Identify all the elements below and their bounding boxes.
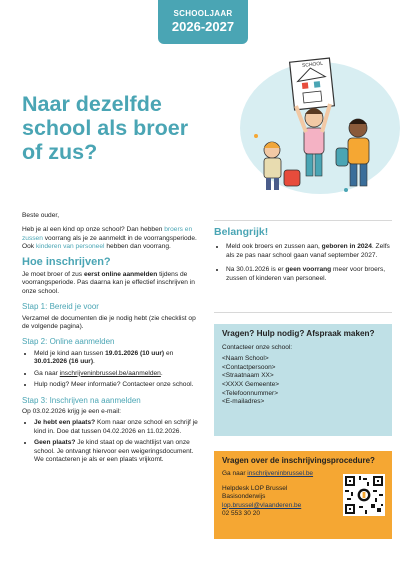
list-bold: geboren in 2024 [321, 243, 372, 251]
sign-text: SCHOOL [301, 60, 324, 69]
lop-goto-text: Ga naar [222, 470, 248, 478]
list-item [34, 439, 202, 464]
lop-org-sub: Basisonderwijs [222, 493, 266, 501]
contact-line: <XXXX Gemeente> [222, 380, 280, 388]
how-paragraph [22, 271, 202, 296]
badge-year: 2026-2027 [171, 19, 235, 34]
step3-heading: Stap 3: Inschrijven na aanmelden [22, 395, 141, 405]
lop-email-link[interactable]: lop.brussel@vlaanderen.be [222, 501, 302, 509]
badge-label: SCHOOLJAAR [173, 9, 233, 18]
intro-paragraph [22, 226, 202, 251]
list-text: Meld je kind aan tussen [34, 349, 106, 357]
list-bold: geen voorrang [285, 266, 332, 274]
lop-box [214, 451, 392, 539]
list-item [34, 350, 202, 367]
intro-text: hebben dan voorrang. [104, 243, 171, 251]
list-text: meer voor broers, zussen of kinderen van personeel. [226, 266, 386, 282]
lop-website-link[interactable]: inschrijveninbrussel.be [247, 470, 314, 478]
page-title: Naar dezelfde school als broer of zus? [22, 92, 189, 164]
lop-org: Helpdesk LOP Brussel [222, 484, 288, 492]
list-item [34, 370, 202, 378]
step1-heading: Stap 1: Bereid je voor [22, 302, 99, 312]
divider [214, 220, 392, 221]
list-text: en [164, 349, 174, 357]
important-section [214, 228, 392, 289]
contact-line: <Straatnaam XX> [222, 372, 274, 380]
list-text: . Zelfs als ze pas naar school gaan vanaf september 2027. [226, 243, 390, 259]
step3-list [22, 419, 202, 464]
children-with-school-sign-illustration [228, 52, 400, 202]
list-bold: Geen plaats? [34, 439, 76, 447]
step3-intro: Op 03.02.2026 krijg je een e-mail: [22, 407, 121, 415]
lop-phone: 02 553 30 20 [222, 510, 260, 518]
important-list [214, 243, 392, 283]
list-bold: Je hebt een plaats? [34, 419, 96, 427]
step2-list [22, 350, 202, 390]
contact-line: <Contactpersoon> [222, 363, 276, 371]
list-item [226, 266, 392, 283]
contact-box-intro: Contacteer onze school: [222, 343, 293, 351]
list-item [226, 243, 392, 260]
contact-box [214, 324, 392, 436]
school-year-badge [158, 0, 248, 44]
list-text: Ga naar [34, 369, 60, 377]
contact-box-title: Vragen? Hulp nodig? Afspraak maken? [222, 329, 375, 338]
list-text: Meld ook broers en zussen aan, [226, 243, 322, 251]
divider [214, 312, 392, 313]
date-start: 19.01.2026 (10 uur) [105, 349, 165, 357]
list-text: Je kind staat op de wachtlijst van onze school. Je ontvangt hiervoor een weigeringsdocument. We contacteren je als er een plaats vrijkomt. [34, 439, 194, 463]
how-heading: Hoe inschrijven? [22, 255, 111, 268]
qr-code-icon [343, 474, 385, 516]
aanmelden-link[interactable]: inschrijveninbrussel.be/aanmelden [59, 369, 161, 377]
contact-line: <Telefoonnummer> [222, 389, 279, 397]
step1-text: Verzamel de documenten die je nodig hebt (zie checklist op de volgende pagina). [22, 314, 196, 331]
list-text: Na 30.01.2026 is er [226, 266, 286, 274]
greeting: Beste ouder, [22, 212, 60, 219]
important-heading: Belangrijk! [214, 226, 269, 238]
how-text: tijdens de voorrangsperiode. Pas daarna kan je effectief inschrijven in onze school. [22, 271, 195, 295]
left-column [22, 212, 202, 467]
list-item: • Hulp nodig? Meer informatie? Contacteer onze school. [34, 381, 202, 389]
contact-line: <Naam School> [222, 355, 269, 363]
intro-text: Heb je al een kind op onze school? Dan hebben [22, 226, 165, 234]
highlight-staff-children: kinderen van personeel [35, 243, 105, 251]
list-item [34, 419, 202, 436]
list-text: . [160, 369, 163, 377]
list-text: Kom naar onze school en schrijf je kind in. Doe dat tussen 04.02.2026 en 11.02.2026. [34, 419, 198, 435]
highlight-siblings: broers en zussen [22, 226, 193, 242]
how-text: Je moet broer of zus [22, 271, 84, 279]
step2-heading: Stap 2: Online aanmelden [22, 337, 115, 347]
intro-text: voorrang als je ze aanmeldt in de voorrangsperiode. Ook [22, 234, 197, 251]
date-end: 30.01.2026 (16 uur) [34, 358, 94, 366]
list-text: . [93, 358, 95, 366]
contact-line: <E-mailadres> [222, 398, 265, 406]
how-bold: eerst online aanmelden [83, 271, 158, 279]
lop-box-title: Vragen over de inschrijvingsprocedure? [222, 456, 375, 465]
